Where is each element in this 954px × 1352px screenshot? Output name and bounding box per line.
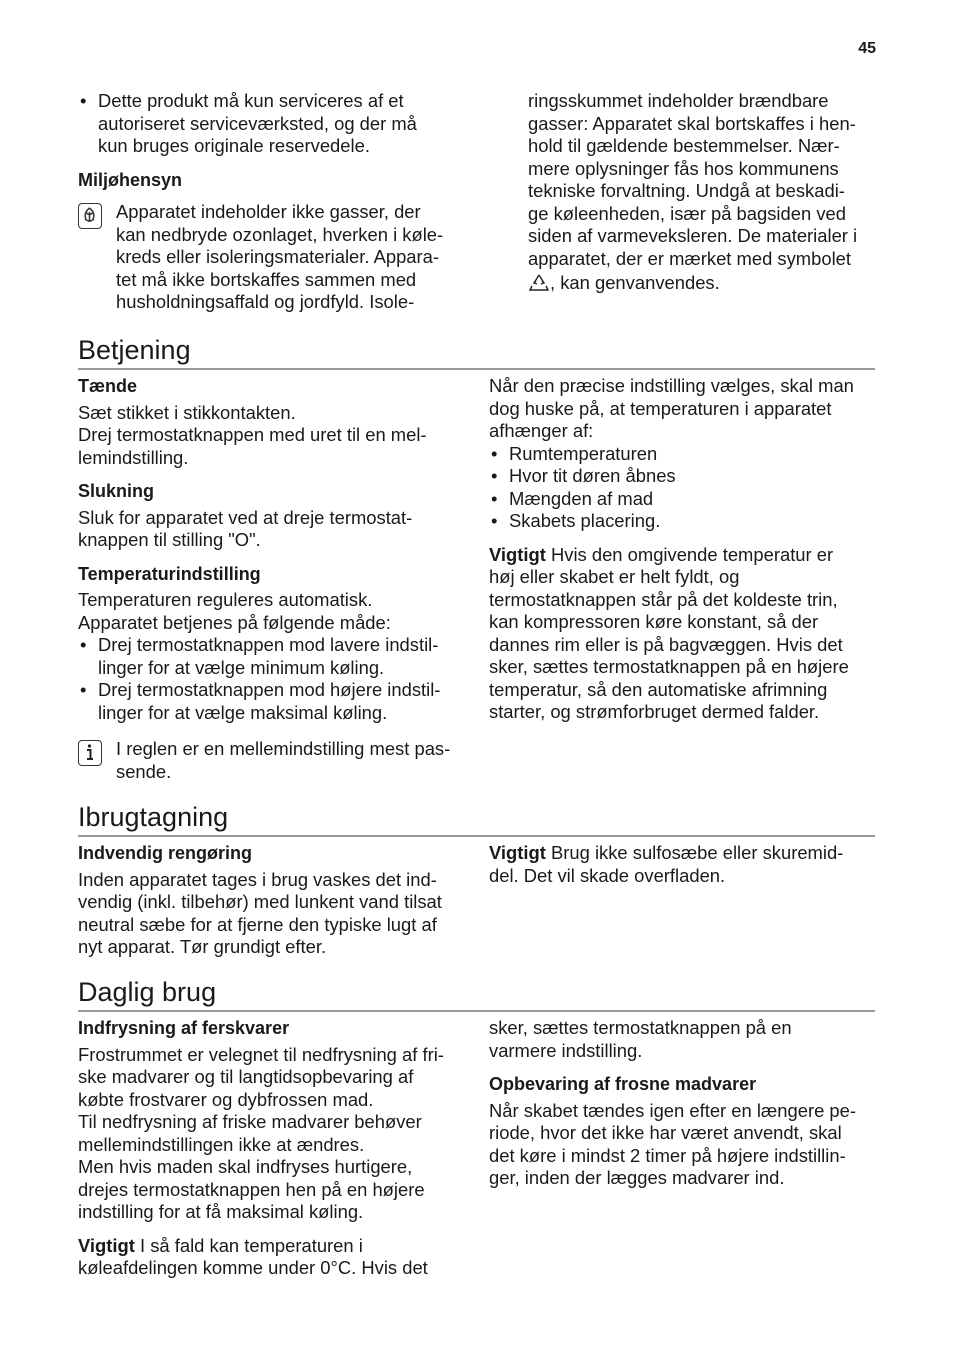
- vigtigt-label: Vigtigt: [78, 1234, 135, 1256]
- text-line: lemindstilling.: [78, 446, 189, 468]
- text-line: , kan genvanvendes.: [550, 272, 720, 293]
- text-line: Apparatet betjenes på følgende måde:: [78, 611, 391, 633]
- vigtigt-note: [489, 544, 881, 724]
- recycle-symbol-icon: [528, 273, 550, 299]
- text-line: købte frostvarer og dybfrossen mad.: [78, 1088, 374, 1110]
- text-line: Når den præcise indstilling vælges, skal man: [489, 375, 854, 396]
- betjening-right-column: [489, 375, 881, 724]
- section-daglig-brug: [78, 976, 875, 1012]
- text-line: køleafdelingen komme under 0°C. Hvis det: [78, 1257, 428, 1278]
- top-right-column: [528, 90, 878, 299]
- top-left-column: [78, 90, 468, 314]
- list-item: [78, 634, 470, 679]
- slukning-heading: Slukning: [78, 481, 154, 501]
- text-line: sker, sættes termostatknappen på en højere: [489, 656, 849, 677]
- text-line: Til nedfrysning af friske madvarer behøver: [78, 1111, 422, 1132]
- list-item: • Rumtemperaturen: [489, 443, 881, 466]
- taende-heading: Tænde: [78, 376, 138, 396]
- text-line: drejes termostatknappen hen på en højere: [78, 1178, 425, 1200]
- text-line: linger for at vælge minimum køling.: [98, 656, 385, 678]
- text-line: Men hvis maden skal indfryses hurtigere,: [78, 1156, 413, 1177]
- text-line: del. Det vil skade overfladen.: [489, 864, 726, 886]
- section-betjening: [78, 334, 875, 370]
- text-line: høj eller skabet er helt fyldt, og: [489, 566, 740, 587]
- recycle-plant-icon: [78, 203, 102, 229]
- opbev-heading: Opbevaring af frosne madvarer: [489, 1074, 757, 1094]
- list-item: • Skabets placering.: [489, 510, 881, 533]
- text-line: dannes rim eller is på bagvæggen. Hvis det: [489, 633, 843, 655]
- text-line: ger, inden der lægges madvarer ind.: [489, 1167, 785, 1188]
- text-line: ringsskummet indeholder brændbare: [528, 90, 829, 111]
- text-line: dog huske på, at temperaturen i apparatet: [489, 397, 832, 419]
- text-line: autoriseret serviceværksted, og der må: [98, 112, 417, 134]
- vigtigt-label: Vigtigt: [489, 842, 546, 863]
- text-line: gasser: Apparatet skal bortskaffes i hen-: [528, 112, 856, 134]
- section-ibrugtagning: [78, 801, 875, 837]
- text-line: Sluk for apparatet ved at dreje termostat-: [78, 506, 413, 528]
- text-line: tet må ikke bortskaffes sammen med: [116, 268, 417, 290]
- text-line: knappen til stilling "O".: [78, 529, 261, 550]
- text-line: siden af varmeveksleren. De materialer i: [528, 225, 858, 246]
- vigtigt-label: Vigtigt: [489, 543, 546, 565]
- text-line: hold til gældende bestemmelser. Nær-: [528, 135, 840, 156]
- text-line: Apparatet indeholder ikke gasser, der: [116, 201, 421, 222]
- env-heading: Miljøhensyn: [78, 169, 183, 190]
- text-line: det køre i mindst 2 timer på højere indstillin-: [489, 1144, 846, 1166]
- temp-bullet-list: [78, 634, 470, 724]
- text-line: Temperaturen reguleres automatisk.: [78, 589, 373, 610]
- env-note: [78, 201, 468, 314]
- text-line: vendig (inkl. tilbehør) med lunkent vand tilsat: [78, 891, 442, 912]
- ibrugtagning-right-column: [489, 842, 881, 887]
- text-line: kan kompressoren køre konstant, så der: [489, 611, 819, 632]
- text-line: sende.: [116, 760, 172, 782]
- text-line: Inden apparatet tages i brug vaskes det ind-: [78, 868, 437, 890]
- betjening-left-column: [78, 375, 470, 783]
- text-line: varmere indstilling.: [489, 1039, 643, 1061]
- text-line: Brug ikke sulfosæbe eller skuremid-: [545, 842, 844, 863]
- section-title: Ibrugtagning: [78, 802, 229, 832]
- daglig-left-column: [78, 1017, 470, 1280]
- factor-bullet-list: [489, 443, 881, 533]
- text-line: mellemindstillingen ikke at ændres.: [78, 1133, 365, 1155]
- text-line: • Drej termostatknappen mod lavere indstil-: [98, 634, 439, 655]
- text-line: neutral sæbe for at fjerne den typiske lugt af: [78, 913, 437, 935]
- list-item: [78, 679, 470, 724]
- list-item: • Hvor tit døren åbnes: [489, 465, 881, 488]
- text-line: sker, sættes termostatknappen på en: [489, 1017, 792, 1038]
- text-line: linger for at vælge maksimal køling.: [98, 701, 388, 723]
- text-line: apparatet, der er mærket med symbolet: [528, 247, 851, 269]
- indfrys-heading: Indfrysning af ferskvarer: [78, 1018, 290, 1038]
- text-line: • Drej termostatknappen mod højere indstil-: [98, 679, 441, 700]
- text-line: termostatknappen står på det koldeste trin,: [489, 588, 838, 610]
- text-line: Drej termostatknappen med uret til en mel-: [78, 424, 427, 445]
- text-line: • Dette produkt må kun serviceres af et: [98, 90, 404, 111]
- section-title: Betjening: [78, 335, 191, 365]
- page-number: 45: [858, 40, 876, 57]
- text-line: starter, og strømforbruget dermed falder.: [489, 701, 820, 722]
- text-line: nyt apparat. Tør grundigt efter.: [78, 936, 327, 957]
- text-line: mere oplysninger fås hos kommunens: [528, 157, 839, 179]
- text-line: tekniske forvaltning. Undgå at beskadi-: [528, 180, 845, 201]
- info-icon: [78, 740, 102, 766]
- text-line: ge køleenheden, især på bagsiden ved: [528, 202, 846, 224]
- list-item: • Mængden af mad: [489, 488, 881, 511]
- text-line: afhænger af:: [489, 420, 594, 441]
- text-line: I så fald kan temperaturen i: [134, 1234, 363, 1256]
- section-title: Daglig brug: [78, 977, 217, 1007]
- text-line: Når skabet tændes igen efter en længere pe-: [489, 1099, 857, 1121]
- text-line: riode, hvor det ikke har været anvendt, skal: [489, 1122, 842, 1143]
- info-note: [78, 738, 470, 783]
- service-bullet: [78, 90, 468, 158]
- text-line: ske madvarer og til langtidsopbevaring af: [78, 1066, 414, 1087]
- daglig-right-column: [489, 1017, 881, 1190]
- temp-heading: Temperaturindstilling: [78, 563, 261, 584]
- text-line: I reglen er en mellemindstilling mest pas-: [116, 738, 451, 759]
- text-line: kreds eller isoleringsmaterialer. Appara-: [116, 246, 440, 267]
- text-line: temperatur, så den automatiske afrimning: [489, 678, 828, 700]
- text-line: indstilling for at få maksimal køling.: [78, 1201, 364, 1222]
- rengoring-heading: Indvendig rengøring: [78, 843, 252, 863]
- text-line: Hvis den omgivende temperatur er: [545, 543, 834, 565]
- text-line: kan nedbryde ozonlaget, hverken i køle-: [116, 223, 444, 245]
- text-line: Frostrummet er velegnet til nedfrysning af fri-: [78, 1043, 444, 1065]
- recycle-line: [528, 272, 878, 299]
- text-line: husholdningsaffald og jordfyld. Isole-: [116, 291, 415, 312]
- text-line: Sæt stikket i stikkontakten.: [78, 401, 296, 423]
- service-bullet-list: [78, 90, 468, 158]
- text-line: kun bruges originale reservedele.: [98, 135, 370, 156]
- ibrugtagning-left-column: [78, 842, 470, 959]
